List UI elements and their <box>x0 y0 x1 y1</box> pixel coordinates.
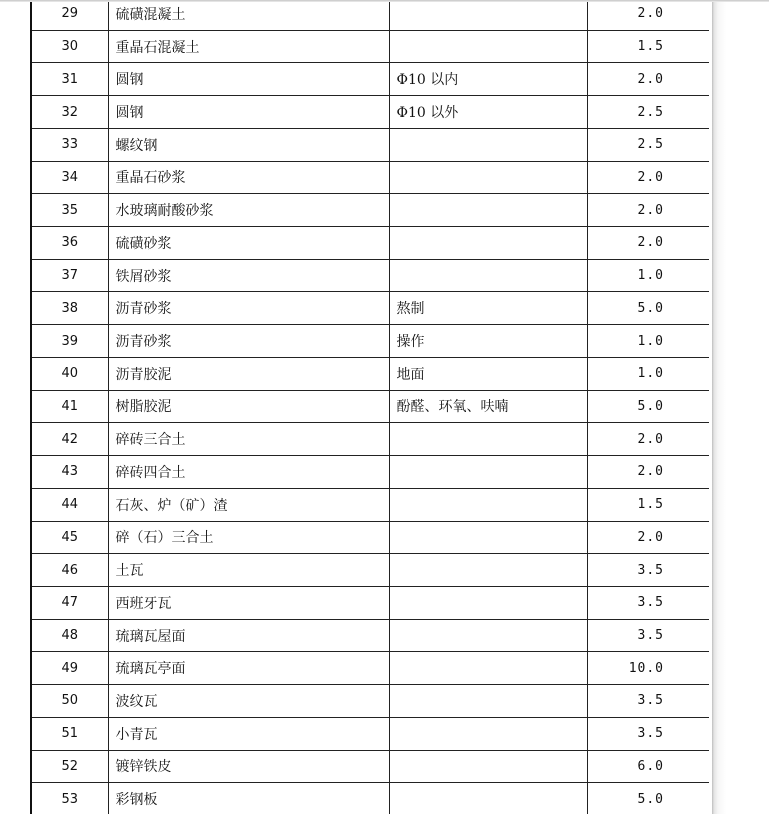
material-name-cell: 波纹瓦 <box>108 685 389 718</box>
table-row <box>31 685 709 718</box>
value-cell: 2.0 <box>587 521 709 554</box>
table-row <box>31 161 709 194</box>
table-row <box>31 0 709 30</box>
material-name-cell: 沥青砂浆 <box>108 325 389 358</box>
material-name-cell: 石灰、炉（矿）渣 <box>108 488 389 521</box>
note-cell <box>389 0 587 30</box>
row-number-cell: 43 <box>31 456 108 489</box>
note-cell <box>389 619 587 652</box>
value-cell: 5.0 <box>587 390 709 423</box>
material-name-cell: 铁屑砂浆 <box>108 259 389 292</box>
page-top-edge <box>0 0 769 2</box>
value-cell: 3.5 <box>587 619 709 652</box>
note-cell: Φ10 以外 <box>389 96 587 129</box>
table-row <box>31 586 709 619</box>
value-cell: 1.5 <box>587 488 709 521</box>
note-cell <box>389 456 587 489</box>
material-name-cell: 碎砖三合土 <box>108 423 389 456</box>
value-cell: 2.0 <box>587 227 709 260</box>
material-name-cell: 镀锌铁皮 <box>108 750 389 783</box>
table-row <box>31 357 709 390</box>
value-cell: 5.0 <box>587 292 709 325</box>
value-cell: 3.5 <box>587 586 709 619</box>
table-row <box>31 619 709 652</box>
note-cell <box>389 259 587 292</box>
value-cell: 5.0 <box>587 783 709 814</box>
material-name-cell: 圆钢 <box>108 63 389 96</box>
note-cell <box>389 783 587 814</box>
value-cell: 10.0 <box>587 652 709 685</box>
value-cell: 1.0 <box>587 259 709 292</box>
row-number-cell: 37 <box>31 259 108 292</box>
material-name-cell: 土瓦 <box>108 554 389 587</box>
note-cell <box>389 554 587 587</box>
material-name-cell: 小青瓦 <box>108 717 389 750</box>
table-row <box>31 652 709 685</box>
row-number-cell: 45 <box>31 521 108 554</box>
row-number-cell: 34 <box>31 161 108 194</box>
note-cell <box>389 227 587 260</box>
table-row <box>31 521 709 554</box>
row-number-cell: 33 <box>31 128 108 161</box>
table-row <box>31 423 709 456</box>
note-cell: 酚醛、环氧、呋喃 <box>389 390 587 423</box>
material-name-cell: 重晶石混凝土 <box>108 30 389 63</box>
table-row <box>31 554 709 587</box>
table-row <box>31 488 709 521</box>
note-cell <box>389 128 587 161</box>
row-number-cell: 40 <box>31 357 108 390</box>
table-row <box>31 325 709 358</box>
material-name-cell: 沥青胶泥 <box>108 357 389 390</box>
page-shadow <box>712 0 769 814</box>
row-number-cell: 35 <box>31 194 108 227</box>
table-row <box>31 717 709 750</box>
row-number-cell: 36 <box>31 227 108 260</box>
material-name-cell: 彩钢板 <box>108 783 389 814</box>
row-number-cell: 38 <box>31 292 108 325</box>
row-number-cell: 41 <box>31 390 108 423</box>
value-cell: 3.5 <box>587 685 709 718</box>
value-cell: 1.0 <box>587 357 709 390</box>
material-name-cell: 碎砖四合土 <box>108 456 389 489</box>
material-name-cell: 螺纹钢 <box>108 128 389 161</box>
loss-rate-table <box>30 0 709 814</box>
value-cell: 1.5 <box>587 30 709 63</box>
row-number-cell: 42 <box>31 423 108 456</box>
table-row <box>31 390 709 423</box>
value-cell: 2.0 <box>587 161 709 194</box>
row-number-cell: 49 <box>31 652 108 685</box>
note-cell <box>389 521 587 554</box>
material-name-cell: 硫磺砂浆 <box>108 227 389 260</box>
material-name-cell: 琉璃瓦亭面 <box>108 652 389 685</box>
material-name-cell: 沥青砂浆 <box>108 292 389 325</box>
row-number-cell: 51 <box>31 717 108 750</box>
row-number-cell: 52 <box>31 750 108 783</box>
value-cell: 1.0 <box>587 325 709 358</box>
note-cell <box>389 423 587 456</box>
note-cell <box>389 30 587 63</box>
material-name-cell: 碎（石）三合土 <box>108 521 389 554</box>
value-cell: 2.5 <box>587 96 709 129</box>
note-cell: 熬制 <box>389 292 587 325</box>
value-cell: 2.0 <box>587 194 709 227</box>
note-cell: Φ10 以内 <box>389 63 587 96</box>
table-row <box>31 63 709 96</box>
value-cell: 2.0 <box>587 63 709 96</box>
row-number-cell: 48 <box>31 619 108 652</box>
table-body <box>31 0 709 814</box>
row-number-cell: 44 <box>31 488 108 521</box>
table-row <box>31 750 709 783</box>
note-cell: 操作 <box>389 325 587 358</box>
value-cell: 2.0 <box>587 0 709 30</box>
row-number-cell: 29 <box>31 0 108 30</box>
note-cell <box>389 685 587 718</box>
material-name-cell: 琉璃瓦屋面 <box>108 619 389 652</box>
table-row <box>31 227 709 260</box>
note-cell: 地面 <box>389 357 587 390</box>
value-cell: 6.0 <box>587 750 709 783</box>
table-row <box>31 292 709 325</box>
value-cell: 2.5 <box>587 128 709 161</box>
table-row <box>31 194 709 227</box>
row-number-cell: 32 <box>31 96 108 129</box>
note-cell <box>389 717 587 750</box>
note-cell <box>389 161 587 194</box>
table-row <box>31 783 709 814</box>
note-cell <box>389 194 587 227</box>
note-cell <box>389 750 587 783</box>
material-name-cell: 重晶石砂浆 <box>108 161 389 194</box>
row-number-cell: 50 <box>31 685 108 718</box>
table-row <box>31 456 709 489</box>
note-cell <box>389 586 587 619</box>
row-number-cell: 31 <box>31 63 108 96</box>
table-row <box>31 96 709 129</box>
row-number-cell: 30 <box>31 30 108 63</box>
row-number-cell: 53 <box>31 783 108 814</box>
value-cell: 2.0 <box>587 456 709 489</box>
material-name-cell: 树脂胶泥 <box>108 390 389 423</box>
material-name-cell: 西班牙瓦 <box>108 586 389 619</box>
value-cell: 3.5 <box>587 717 709 750</box>
note-cell <box>389 488 587 521</box>
material-name-cell: 圆钢 <box>108 96 389 129</box>
row-number-cell: 47 <box>31 586 108 619</box>
table-row <box>31 30 709 63</box>
value-cell: 2.0 <box>587 423 709 456</box>
row-number-cell: 46 <box>31 554 108 587</box>
material-name-cell: 水玻璃耐酸砂浆 <box>108 194 389 227</box>
note-cell <box>389 652 587 685</box>
value-cell: 3.5 <box>587 554 709 587</box>
table-row <box>31 259 709 292</box>
material-name-cell: 硫磺混凝土 <box>108 0 389 30</box>
row-number-cell: 39 <box>31 325 108 358</box>
table-row <box>31 128 709 161</box>
